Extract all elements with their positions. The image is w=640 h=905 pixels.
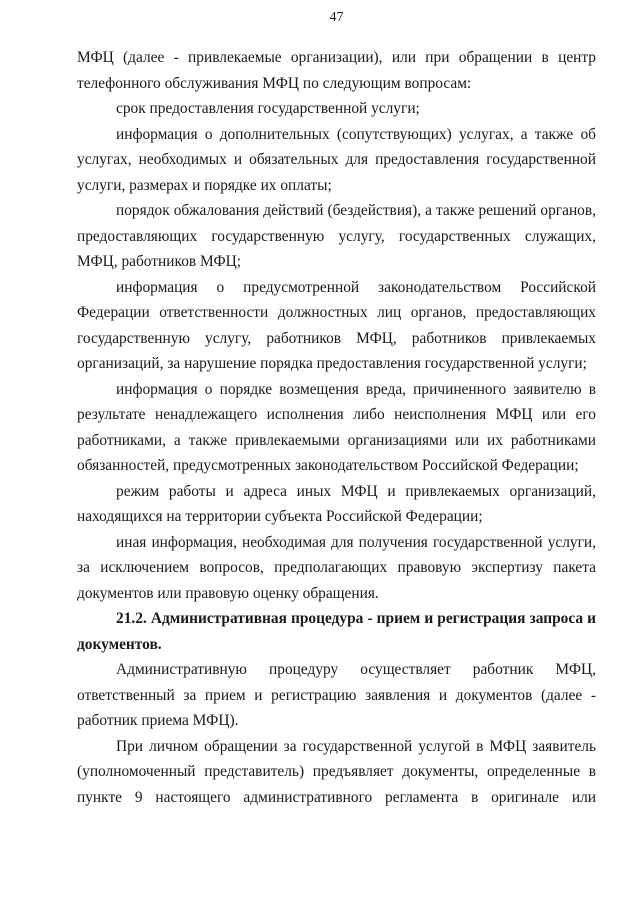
paragraph-damage-compensation: информация о порядке возмещения вреда, причиненного заявителю в результате ненадлежащего исполнения либо неисполнения МФЦ или его работниками, а также привлекаемыми организациями или их работниками обязанностей, предусмотренных законодательством Российской Федерации; bbox=[77, 380, 596, 474]
paragraph-appeal-procedure: порядок обжалования действий (бездействия), а также решений органов, предоставляющих государственную услугу, государственных служащих, МФЦ, работников МФЦ; bbox=[77, 202, 596, 270]
paragraph-service-term: срок предоставления государственной услуги; bbox=[116, 100, 420, 117]
paragraph-personal-appeal: При личном обращении за государственной услугой в МФЦ заявитель (уполномоченный представитель) предъявляет документы, определенные в пункте 9 настоящего административного регламента в оригинале или bbox=[77, 737, 596, 806]
paragraph-procedure-performer: Административную процедуру осуществляет работник МФЦ, ответственный за прием и регистрацию заявления и документов (далее - работник приема МФЦ). bbox=[77, 661, 596, 729]
paragraph-responsibility: информация о предусмотренной законодательством Российской Федерации ответственности должностных лиц органов, предоставляющих государственную услугу, работников МФЦ, работников привлекаемых организаций, за нарушение порядка предоставления государственной услуги; bbox=[77, 278, 596, 372]
paragraph-additional-services: информация о дополнительных (сопутствующих) услугах, а также об услугах, необходимых и обязательных для предоставления государственной услуги, размерах и порядке их оплаты; bbox=[77, 125, 596, 194]
paragraph-other-info: иная информация, необходимая для получения государственной услуги, за исключением вопросов, предполагающих правовую экспертизу пакета документов или правовую оценку обращения. bbox=[77, 533, 596, 602]
paragraph-intro: МФЦ (далее - привлекаемые организации), или при обращении в центр телефонного обслуживания МФЦ по следующим вопросам: bbox=[77, 49, 596, 92]
section-heading-21-2: 21.2. Административная процедура - прием и регистрация запроса и документов. bbox=[77, 610, 596, 653]
page-number: 47 bbox=[329, 10, 344, 25]
paragraph-work-schedule: режим работы и адреса иных МФЦ и привлекаемых организаций, находящихся на территории субъекта Российской Федерации; bbox=[77, 482, 596, 525]
